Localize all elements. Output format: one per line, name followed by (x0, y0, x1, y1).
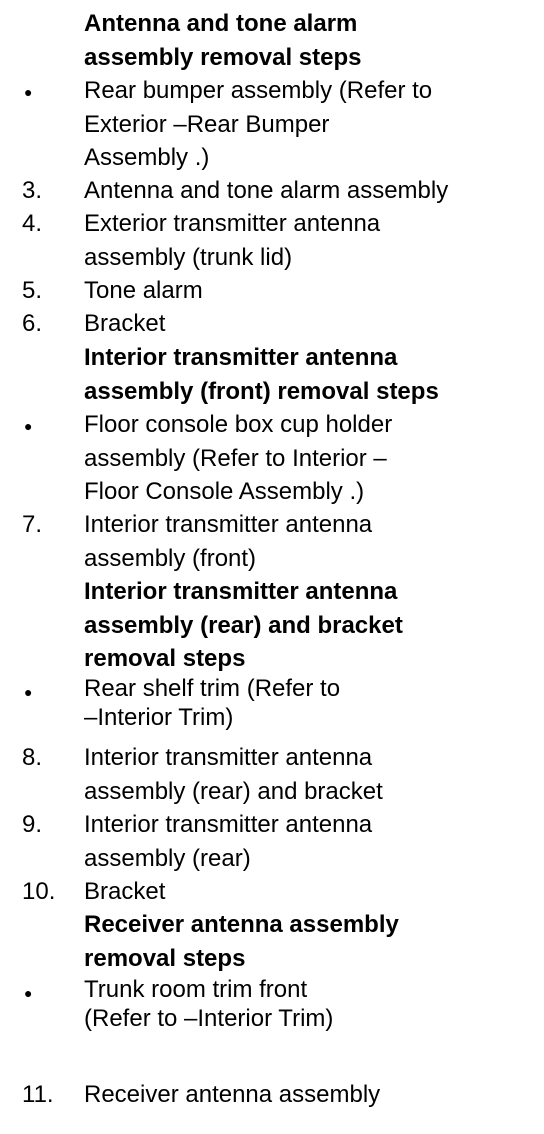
bullet-marker: ● (24, 684, 33, 700)
list-item-text: Rear shelf trim (Refer to –Interior Trim) (84, 675, 341, 731)
list-item-text: Tone alarm (84, 277, 203, 304)
step-number: 3. (22, 177, 43, 204)
bullet-marker: ● (24, 985, 33, 1001)
step-number: 6. (22, 310, 43, 337)
list-item-text: Bracket (84, 878, 166, 905)
step-number: 5. (22, 277, 43, 304)
step-number: 4. (22, 210, 43, 237)
list-item-text: Floor console box cup holder assembly (Refer to Interior – Floor Console Assembly .) (84, 411, 393, 505)
section-heading-text: Interior transmitter antenna assembly (front) removal steps (84, 344, 439, 405)
section-heading-text: Antenna and tone alarm assembly removal steps (84, 10, 362, 71)
bullet-marker: ● (24, 84, 33, 100)
list-item-text: Interior transmitter antenna assembly (rear) and bracket (84, 744, 383, 805)
list-item-text: Bracket (84, 310, 166, 337)
step-number: 11. (22, 1081, 54, 1108)
step-number: 7. (22, 511, 43, 538)
bullet-marker: ● (24, 418, 33, 434)
list-item-text: Receiver antenna assembly (84, 1081, 381, 1108)
step-number: 8. (22, 744, 43, 771)
list-item-text: Antenna and tone alarm assembly (84, 177, 449, 204)
list-item-text: Trunk room trim front (Refer to –Interior Trim) (84, 976, 334, 1032)
section-heading-text: Receiver antenna assembly removal steps (84, 911, 399, 972)
step-number: 9. (22, 811, 43, 838)
list-item-text: Interior transmitter antenna assembly (rear) (84, 811, 373, 872)
list-item-text: Exterior transmitter antenna assembly (trunk lid) (84, 210, 381, 271)
list-item-text: Interior transmitter antenna assembly (front) (84, 511, 373, 572)
step-number: 10. (22, 878, 56, 905)
section-heading-text: Interior transmitter antenna assembly (rear) and bracket removal steps (84, 578, 403, 672)
list-item-text: Rear bumper assembly (Refer to Exterior –Rear Bumper Assembly .) (84, 77, 433, 171)
